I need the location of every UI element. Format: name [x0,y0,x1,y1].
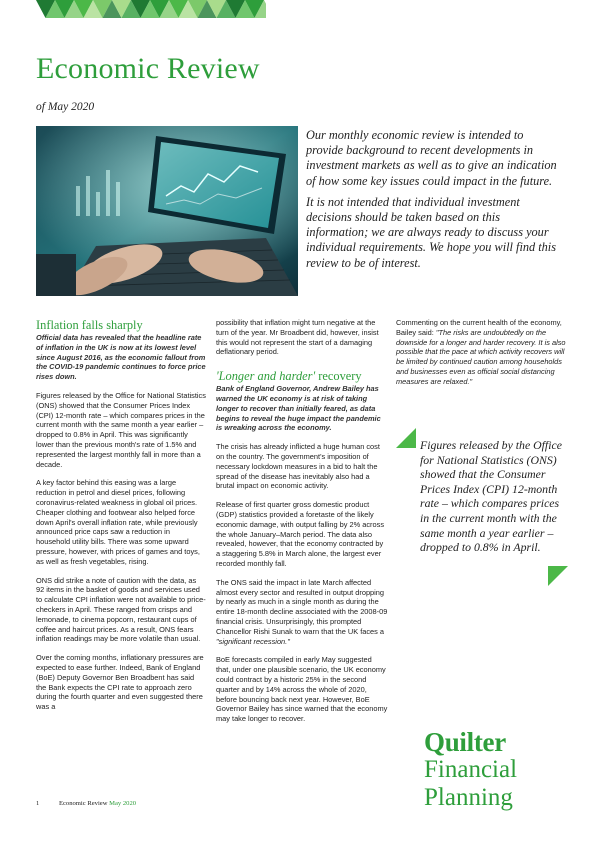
intro-text [306,128,562,277]
quote-corner-bottom-icon [548,566,568,586]
body-paragraph [216,578,388,647]
column-1 [36,318,206,721]
page-title: Economic Review [36,52,260,85]
body-paragraph: BoE forecasts compiled in early May suggested that, under one plausible scenario, the UK economy could contract by a historic 25% in the second quarter and by 14% across the whole of 2020, before bouncing back next year. However, BoE Governor Bailey has since warned that the economy may take longer to recover. [216,655,388,724]
logo-line-3: Planning [424,784,513,811]
body-paragraph: A key factor behind this easing was a large reduction in petrol and diesel prices, following coronavirus-related weakness in global oil prices. Cheaper clothing and footwear also helped force down April's overall inflation rate, while previously announced price caps saw a reduction in household utility bills. There was some upward pressure, however, with prices of games and toys, as well as fresh vegetables, rising. [36,478,200,566]
heading-rest: recovery [315,369,362,384]
section-lead: Bank of England Governor, Andrew Bailey has warned the UK economy is at risk of taking longer to recover than initially feared, as data begins to reveal the huge impact the pandemic is wreaking across the economy. [216,384,381,433]
column-2 [216,318,388,733]
footer-title: Economic Review [58,800,108,807]
body-text: The ONS said the impact in late March affected almost every sector and resulted in output dropping by nearly as much in a single month as during the entire 18-month decline associated with the 2008-09 financial crisis. Unsurprisingly, this prompted Chancellor Rishi Sunak to warn that the UK faces a [216,577,388,636]
quote-text: "significant recession." [216,636,290,646]
section-heading-recovery [216,369,388,383]
header-decoration [36,0,266,18]
pull-quote-text: Figures released by the Office for National Statistics (ONS) showed that the Consumer Prices Index (CPI) 12-month rate – which compares prices in the current month with the same month a year earlier – dropped to 0.8% in April. [420,438,562,555]
laptop-hands-photo [36,126,298,296]
page-number: 1 [36,800,40,807]
footer-month: May 2020 [109,800,137,807]
body-paragraph: ONS did strike a note of caution with the data, as 92 items in the basket of goods and services used to calculate CPI inflation were not available to price-checkers in April. These ranged from crisps and lemonade, to cinema popcorn, restaurant cups of coffee and haircut prices. As a result, ONS fears inflation readings may be more volatile than usual. [36,575,206,644]
quote-text: "The risks are undoubtedly on the downside for a longer and harder recovery. It is also possible that the pace at which activity recovers will be limited by continued caution among households and businesses even as official social distancing measures are relaxed." [396,327,566,386]
body-paragraph: The crisis has already inflicted a huge human cost on the country. The government's imposition of necessary lockdown measures in a bid to halt the spread of the disease has inevitably also had a brutal impact on economic activity. [216,442,380,491]
body-paragraph: Over the coming months, inflationary pressures are expected to ease further. Indeed, Bank of England (BoE) Deputy Governor Ben Broadbent has said the Bank expects the CPI rate to approach zero during the fourth quarter and even suggested there was a [36,653,204,712]
page-footer [36,800,136,807]
heading-italic-part: 'Longer and harder' [216,369,316,384]
body-text: Commenting on the current health of the economy, Bailey said: [396,318,562,337]
pull-quote [396,428,568,590]
body-paragraph: Release of first quarter gross domestic product (GDP) statistics provided a foretaste of the likely economic damage, with output falling by 2% across the whole January–March period. The data also revealed, however, that the economy contracted by a staggering 5.8% in March alone, the largest ever recorded monthly fall. [216,500,385,568]
body-paragraph [396,318,572,387]
issue-date: of May 2020 [36,101,95,113]
quote-corner-top-icon [396,428,416,448]
intro-paragraph-1: Our monthly economic review is intended to provide background to recent developments in investment markets as well as to give an indication of how some key issues could impact in the future. [306,128,557,188]
logo-line-1: Quilter [424,727,506,757]
quilter-logo [424,728,517,812]
section-lead: Official data has revealed that the headline rate of inflation in the UK is now at its lowest level since August 2016, as the economic fallout from the COVID-19 pandemic continues to force price rises down. [36,333,206,382]
column-3 [396,318,572,396]
intro-paragraph-2: It is not intended that individual investment decisions should be taken based on this information; we are always ready to discuss your individual requirements. We hope you will find this review to be of interest. [306,194,557,270]
section-heading-inflation: Inflation falls sharply [36,318,143,332]
body-paragraph: Figures released by the Office for National Statistics (ONS) showed that the Consumer Prices Index (CPI) 12-month rate – which compares prices in the current month with the same month a year earlier – dropped to 0.8% in April. This was significantly lower than the previous month's rate of 1.5% and represented the largest monthly fall in more than a decade. [36,390,206,469]
logo-line-2: Financial [424,756,518,783]
body-paragraph: possibility that inflation might turn negative at the turn of the year. Mr Broadbent did, however, insist this would not represent the start of a damaging deflationary period. [216,318,379,357]
